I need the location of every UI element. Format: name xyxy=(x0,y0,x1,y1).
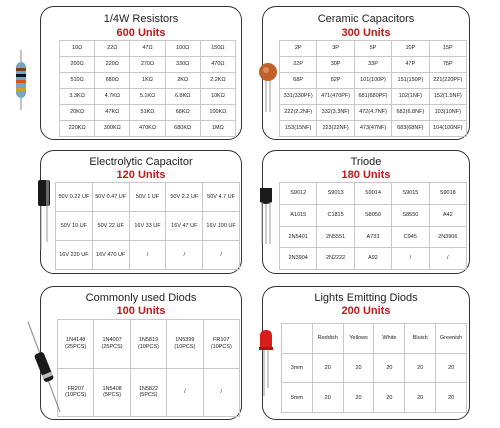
resistors-row xyxy=(60,57,236,73)
resistors-row xyxy=(60,73,236,89)
resistors-cell: 20KΩ xyxy=(60,105,95,121)
resistors-cell: 330Ω xyxy=(165,57,200,73)
electrolytic-cell: 16V 47 UF xyxy=(166,212,203,241)
resistors-cell: 150Ω xyxy=(200,41,235,57)
resistors-cell: 470KΩ xyxy=(130,121,165,137)
ceramic-row xyxy=(280,105,467,121)
leds-cell: 20 xyxy=(343,353,374,383)
resistors-cell: 2.2KΩ xyxy=(200,73,235,89)
diodes-cell: 1N5819 (10PCS) xyxy=(130,320,166,369)
leds-header-cell: White xyxy=(374,324,405,354)
resistors-cell: 680KΩ xyxy=(165,121,200,137)
resistors-cell: 22Ω xyxy=(95,41,130,57)
ceramic-cell: 104(100NF) xyxy=(429,121,466,137)
diodes-panel xyxy=(40,286,242,420)
triode-cell: S9015 xyxy=(392,183,429,205)
ceramic-cell: 332(3.3NF) xyxy=(317,105,354,121)
triode-table xyxy=(279,182,467,270)
electrolytic-table xyxy=(55,182,240,270)
electrolytic-cell: / xyxy=(129,241,166,270)
diodes-cell: 1N4007 (25PCS) xyxy=(94,320,130,369)
ceramic-cell: 101(100P) xyxy=(354,73,391,89)
resistors-cell: 10Ω xyxy=(60,41,95,57)
diodes-units: 100 Units xyxy=(116,305,166,317)
electrolytic-cell: / xyxy=(203,241,240,270)
leds-cell: 5mm xyxy=(282,383,313,413)
ceramic-cell: 5P xyxy=(354,41,391,57)
ceramic-cell: 153(15NF) xyxy=(280,121,317,137)
triode-cell: S9012 xyxy=(280,183,317,205)
ceramic-cell: 33P xyxy=(354,57,391,73)
ceramic-cell: 151(150P) xyxy=(392,73,429,89)
led-icon xyxy=(258,330,274,396)
leds-header-row xyxy=(282,324,467,354)
ceramic-cell: 68P xyxy=(280,73,317,89)
ceramic-cell: 2P xyxy=(280,41,317,57)
electrolytic-cell: 50V 4.7 UF xyxy=(203,183,240,212)
ceramic-units: 300 Units xyxy=(341,27,391,39)
leds-table xyxy=(281,323,467,413)
triode-cell: S8050 xyxy=(354,204,391,226)
triode-cell: S9018 xyxy=(429,183,466,205)
ceramic-cell: 682(6.8NF) xyxy=(392,105,429,121)
electrolytic-cell: 16V 470 UF xyxy=(92,241,129,270)
ceramic-cell: 75P xyxy=(429,57,466,73)
ceramic-cell: 222(2.2NF) xyxy=(280,105,317,121)
triode-cell: A92 xyxy=(354,248,391,270)
resistors-cell: 1KΩ xyxy=(130,73,165,89)
leds-cell: 20 xyxy=(374,353,405,383)
ceramic-cell: 683(68NF) xyxy=(392,121,429,137)
triode-cell: S9014 xyxy=(354,183,391,205)
resistors-row xyxy=(60,105,236,121)
resistors-units: 600 Units xyxy=(116,27,166,39)
electrolytic-units: 120 Units xyxy=(116,169,166,181)
resistors-cell: 300KΩ xyxy=(95,121,130,137)
leds-cell: 20 xyxy=(312,383,343,413)
ceramic-cell: 30P xyxy=(317,57,354,73)
ceramic-cell: 331(330PF) xyxy=(280,89,317,105)
triode-cell: S9013 xyxy=(317,183,354,205)
electrolytic-cell: 50V 0.22 UF xyxy=(56,183,93,212)
resistors-title: 1/4W Resistors xyxy=(103,13,179,25)
leds-header-cell: Reddish xyxy=(312,324,343,354)
leds-cell: 20 xyxy=(374,383,405,413)
electrolytic-cell: 16V 100 UF xyxy=(203,212,240,241)
triode-units: 180 Units xyxy=(341,169,391,181)
ceramic-cell: 473(47NF) xyxy=(354,121,391,137)
diodes-row xyxy=(58,320,240,369)
resistors-cell: 6.8KΩ xyxy=(165,89,200,105)
resistors-cell: 51KΩ xyxy=(130,105,165,121)
resistors-cell: 220Ω xyxy=(95,57,130,73)
transistor-icon xyxy=(258,188,274,244)
leds-cell: 20 xyxy=(405,353,436,383)
ceramic-cell: 10P xyxy=(392,41,429,57)
ceramic-capacitor-icon xyxy=(258,62,278,112)
leds-cell: 3mm xyxy=(282,353,313,383)
triode-cell: 2N5551 xyxy=(317,226,354,248)
leds-header-cell xyxy=(282,324,313,354)
leds-panel xyxy=(262,286,470,420)
electrolytic-cell: 50V 1 UF xyxy=(129,183,166,212)
diode-icon xyxy=(24,322,64,412)
resistors-cell: 470Ω xyxy=(200,57,235,73)
ceramic-cell: 82P xyxy=(317,73,354,89)
ceramic-cell: 102(1NF) xyxy=(392,89,429,105)
triode-cell: S8550 xyxy=(392,204,429,226)
electrolytic-cell: 16V 220 UF xyxy=(56,241,93,270)
ceramic-row xyxy=(280,89,467,105)
resistor-icon xyxy=(10,50,32,110)
ceramic-cell: 152(1.5NF) xyxy=(429,89,466,105)
diodes-cell: 1N5408 (5PCS) xyxy=(94,368,130,417)
ceramic-table xyxy=(279,40,467,137)
electrolytic-cell: 16V 33 UF xyxy=(129,212,166,241)
diodes-cell: / xyxy=(203,368,239,417)
electrolytic-cell: 50V 10 UF xyxy=(56,212,93,241)
electrolytic-title: Electrolytic Capacitor xyxy=(89,156,193,168)
ceramic-row xyxy=(280,121,467,137)
triode-row xyxy=(280,183,467,205)
leds-units: 200 Units xyxy=(341,305,391,317)
diodes-cell: FR107 (10PCS) xyxy=(203,320,239,369)
electrolytic-cell: 50V 0.47 UF xyxy=(92,183,129,212)
diodes-cell: 1N5399 (10PCS) xyxy=(167,320,203,369)
diodes-cell: FR207 (10PCS) xyxy=(58,368,94,417)
ceramic-panel xyxy=(262,6,470,140)
triode-row xyxy=(280,226,467,248)
ceramic-cell: 3P xyxy=(317,41,354,57)
resistors-cell: 2KΩ xyxy=(165,73,200,89)
triode-cell: C1815 xyxy=(317,204,354,226)
diodes-cell: 1N4148 (25PCS) xyxy=(58,320,94,369)
ceramic-cell: 47P xyxy=(392,57,429,73)
resistors-table xyxy=(59,40,236,137)
resistors-cell: 68KΩ xyxy=(165,105,200,121)
triode-panel xyxy=(262,150,470,274)
triode-cell: 2N3904 xyxy=(280,248,317,270)
ceramic-row xyxy=(280,57,467,73)
ceramic-cell: 221(220PF) xyxy=(429,73,466,89)
triode-cell: / xyxy=(429,248,466,270)
resistors-cell: 4.7KΩ xyxy=(95,89,130,105)
resistors-cell: 200Ω xyxy=(60,57,95,73)
triode-cell: 2N5401 xyxy=(280,226,317,248)
electrolytic-row xyxy=(56,183,240,212)
ceramic-row xyxy=(280,41,467,57)
leds-row xyxy=(282,353,467,383)
resistors-cell: 1MΩ xyxy=(200,121,235,137)
electrolytic-cell: / xyxy=(166,241,203,270)
resistors-cell: 10KΩ xyxy=(200,89,235,105)
triode-cell: A42 xyxy=(429,204,466,226)
diodes-title: Commonly used Diods xyxy=(85,292,197,304)
leds-cell: 20 xyxy=(312,353,343,383)
diodes-table xyxy=(57,319,240,417)
diodes-cell: / xyxy=(167,368,203,417)
ceramic-cell: 681(680PF) xyxy=(354,89,391,105)
resistors-cell: 47Ω xyxy=(130,41,165,57)
resistors-row xyxy=(60,89,236,105)
ceramic-cell: 471(470PF) xyxy=(317,89,354,105)
ceramic-cell: 472(4.7NF) xyxy=(354,105,391,121)
leds-title: Lights Emitting Diods xyxy=(314,292,418,304)
triode-row xyxy=(280,248,467,270)
ceramic-title: Ceramic Capacitors xyxy=(317,13,415,25)
leds-cell: 20 xyxy=(343,383,374,413)
ceramic-row xyxy=(280,73,467,89)
triode-cell: 2N2222 xyxy=(317,248,354,270)
resistors-cell: 270Ω xyxy=(130,57,165,73)
electrolytic-row xyxy=(56,241,240,270)
resistors-cell: 5.1KΩ xyxy=(130,89,165,105)
leds-cell: 20 xyxy=(436,383,467,413)
triode-cell: A1015 xyxy=(280,204,317,226)
resistors-cell: 3.3KΩ xyxy=(60,89,95,105)
resistors-cell: 510Ω xyxy=(60,73,95,89)
leds-header-cell: Greenish xyxy=(436,324,467,354)
triode-cell: C945 xyxy=(392,226,429,248)
triode-row xyxy=(280,204,467,226)
leds-cell: 20 xyxy=(405,383,436,413)
resistors-cell: 100Ω xyxy=(165,41,200,57)
resistors-row xyxy=(60,41,236,57)
leds-header-cell: Yellows xyxy=(343,324,374,354)
ceramic-cell: 103(10NF) xyxy=(429,105,466,121)
electrolytic-cell: 50V 2.2 UF xyxy=(166,183,203,212)
diodes-row xyxy=(58,368,240,417)
resistors-cell: 680Ω xyxy=(95,73,130,89)
leds-cell: 20 xyxy=(436,353,467,383)
resistors-row xyxy=(60,121,236,137)
triode-cell: 2N3906 xyxy=(429,226,466,248)
leds-row xyxy=(282,383,467,413)
resistors-cell: 100KΩ xyxy=(200,105,235,121)
triode-cell: / xyxy=(392,248,429,270)
diodes-cell: 1N5822 (5PCS) xyxy=(130,368,166,417)
triode-title: Triode xyxy=(350,156,382,168)
electrolytic-cell: 50V 22 UF xyxy=(92,212,129,241)
ceramic-cell: 223(22NF) xyxy=(317,121,354,137)
ceramic-cell: 15P xyxy=(429,41,466,57)
resistors-cell: 220KΩ xyxy=(60,121,95,137)
triode-cell: A733 xyxy=(354,226,391,248)
electrolytic-capacitor-icon xyxy=(36,180,52,250)
ceramic-cell: 22P xyxy=(280,57,317,73)
resistors-cell: 47KΩ xyxy=(95,105,130,121)
resistors-panel xyxy=(40,6,242,140)
leds-header-cell: Bluish xyxy=(405,324,436,354)
electrolytic-panel xyxy=(40,150,242,274)
electrolytic-row xyxy=(56,212,240,241)
